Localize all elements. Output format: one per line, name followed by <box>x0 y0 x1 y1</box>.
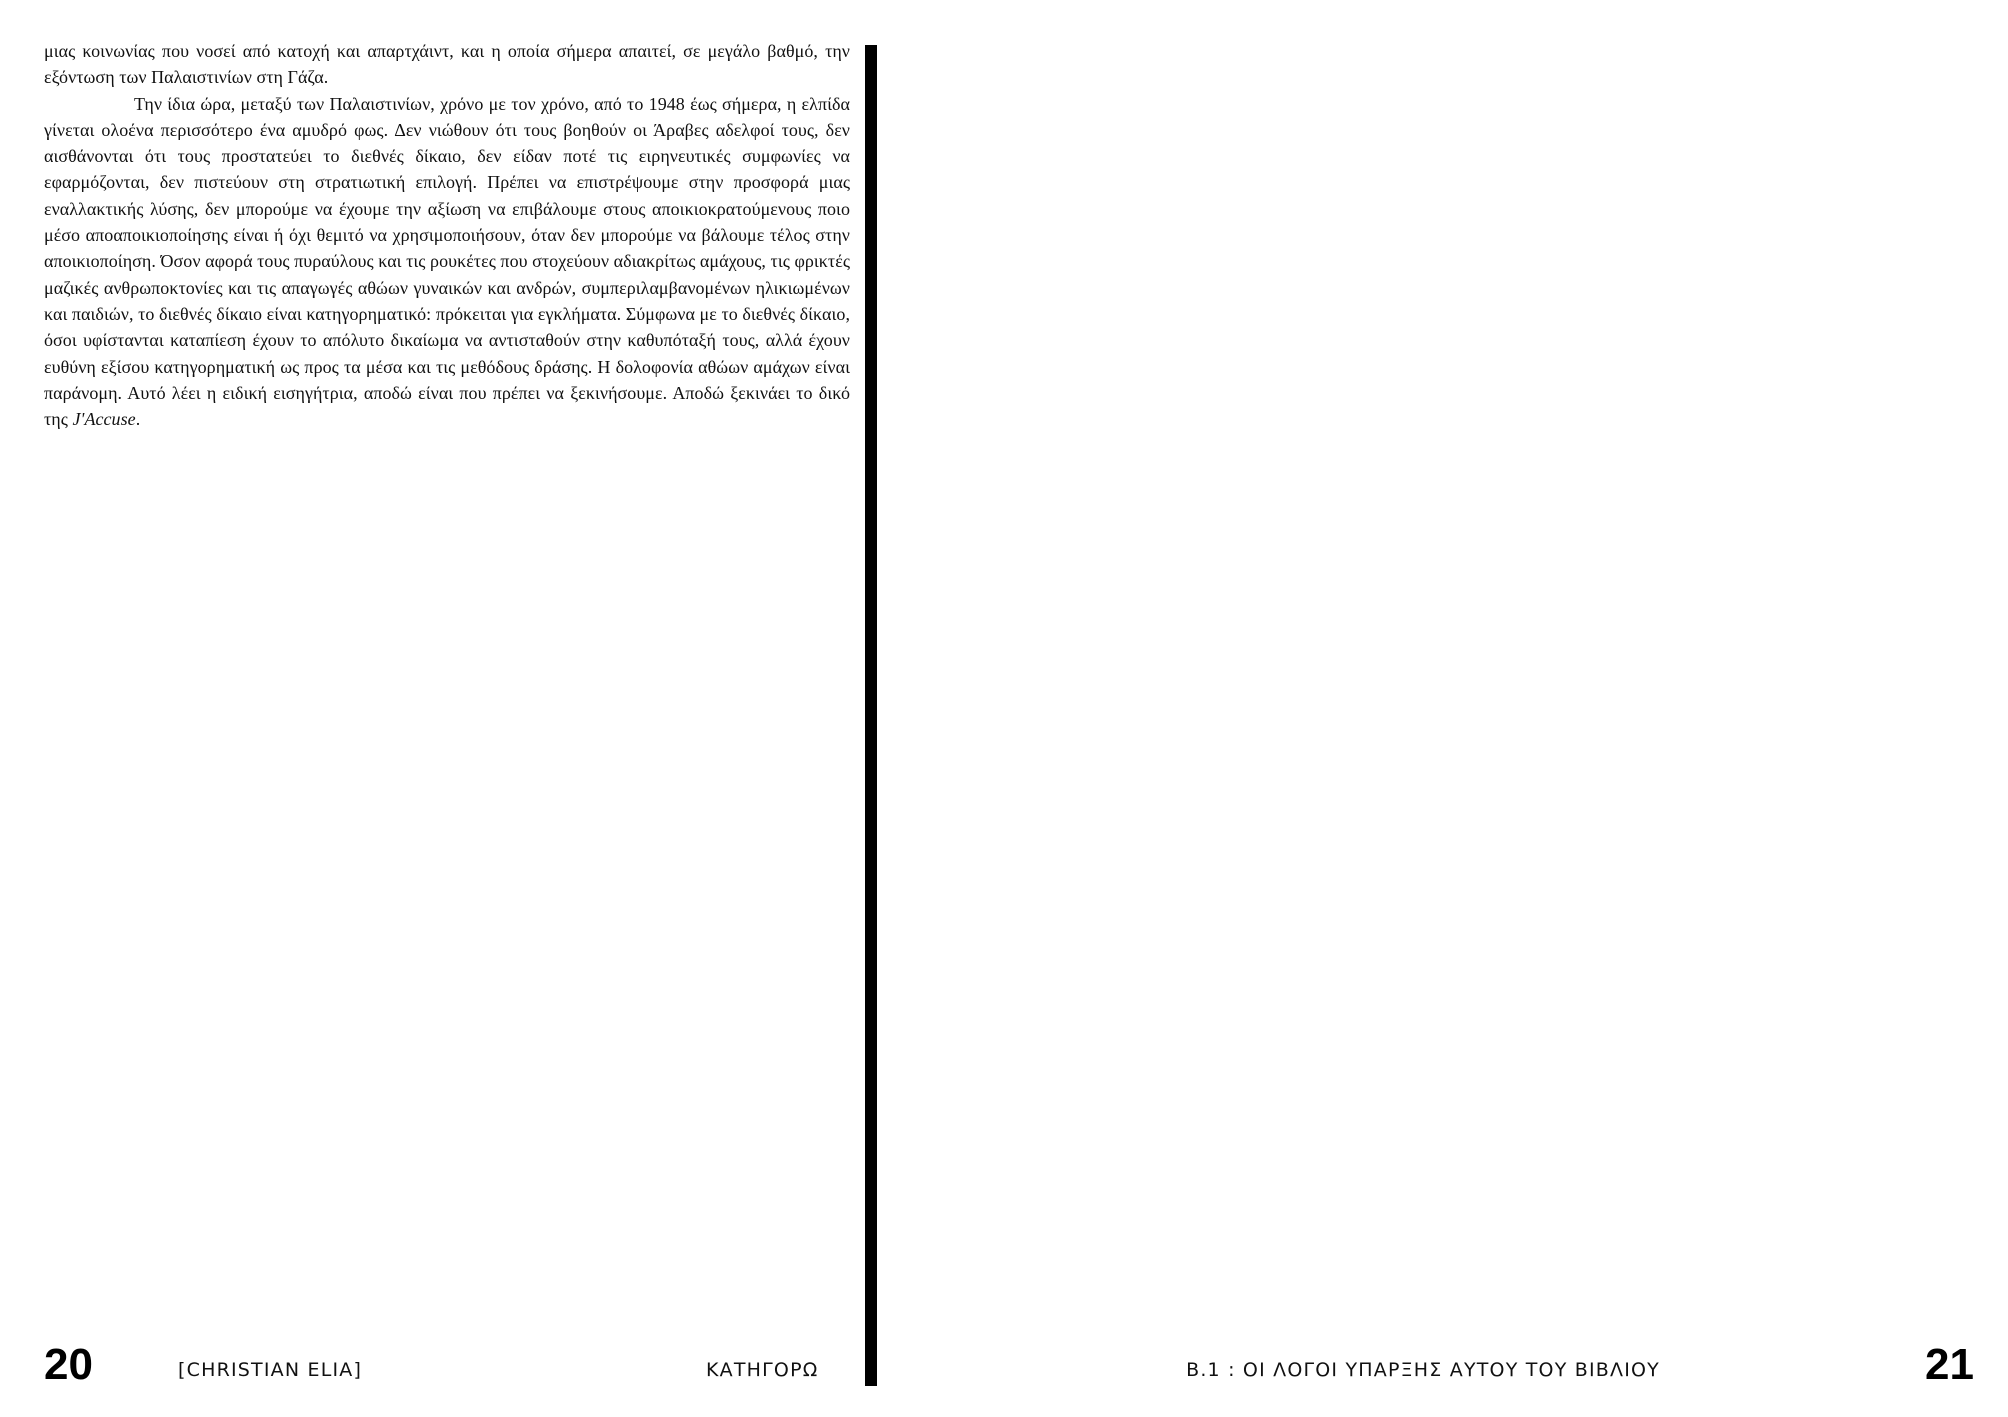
paragraph-main-text: Την ίδια ώρα, μεταξύ των Παλαιστινίων, χρόνο με τον χρόνο, από το 1948 έως σήμερα, η ελπίδα γίνεται ολοένα περισσότερο ένα αμυδρό φως. Δεν νιώθουν ότι τους βοηθούν οι Άραβες αδελφοί τους, δεν αισθάνονται ότι τους προστατεύει το διεθνές δίκαιο, δεν είδαν ποτέ τις ειρηνευτικές συμφωνίες να εφαρμόζονται, δεν πιστεύουν στη στρατιωτική επιλογή. Πρέπει να επιστρέψουμε στην προσφορά μιας εναλλακτικής λύσης, δεν μπορούμε να έχουμε την αξίωση να επιβάλουμε στους αποικιοκρατούμενους ποιο μέσο αποαποικιοποίησης είναι ή όχι θεμιτό να χρησιμοποιήσουν, όταν δεν μπορούμε να βάλουμε τέλος στην αποικιοποίηση. Όσον αφορά τους πυραύλους και τις ρουκέτες που στοχεύουν αδιακρίτως αμάχους, τις φρικτές μαζικές ανθρωποκτονίες και τις απαγωγές αθώων γυναικών και ανδρών, συμπεριλαμβανομένων ηλικιωμένων και παιδιών, το διεθνές δίκαιο είναι κατηγορηματικό: πρόκειται για εγκλήματα. Σύμφωνα με το διεθνές δίκαιο, όσοι υφίστανται καταπίεση έχουν το απόλυτο δικαίωμα να αντισταθούν στην καθυπόταξή τους, αλλά έχουν ευθύνη εξίσου κατηγορηματική ως προς τα μέσα και τις μεθόδους δράσης. Η δολοφονία αθώων αμάχων είναι παράνομη. Αυτό λέει η ειδική εισηγήτρια, αποδώ είναι που πρέπει να ξεκινήσουμε. Αποδώ ξεκινάει το δικό της <box>44 93 850 430</box>
spine-divider-bar <box>865 45 877 1386</box>
closing-period: . <box>135 409 141 430</box>
paragraph-main <box>44 91 850 433</box>
paragraph-continuation: μιας κοινωνίας που νοσεί από κατοχή και απαρτχάιντ, και η οποία σήμερα απαιτεί, σε μεγάλο βαθμό, την εξόντωση των Παλαιστινίων στη Γάζα. <box>44 41 850 88</box>
body-text <box>44 38 850 432</box>
page-number-right: 21 <box>1925 1340 1974 1389</box>
page-number-left: 20 <box>44 1340 93 1389</box>
running-head-author: [CHRISTIAN ELIA] <box>178 1359 363 1381</box>
left-page <box>0 0 870 1417</box>
right-page <box>880 0 2008 1417</box>
running-head-section: B.1 : ΟΙ ΛΟΓΟΙ ΥΠΑΡΞΗΣ ΑΥΤΟΥ ΤΟΥ ΒΙΒΛΙΟΥ <box>1186 1359 1660 1381</box>
running-head-title: ΚΑΤΗΓΟΡΩ <box>706 1359 819 1381</box>
jaccuse-italic: J'Accuse <box>72 409 136 430</box>
